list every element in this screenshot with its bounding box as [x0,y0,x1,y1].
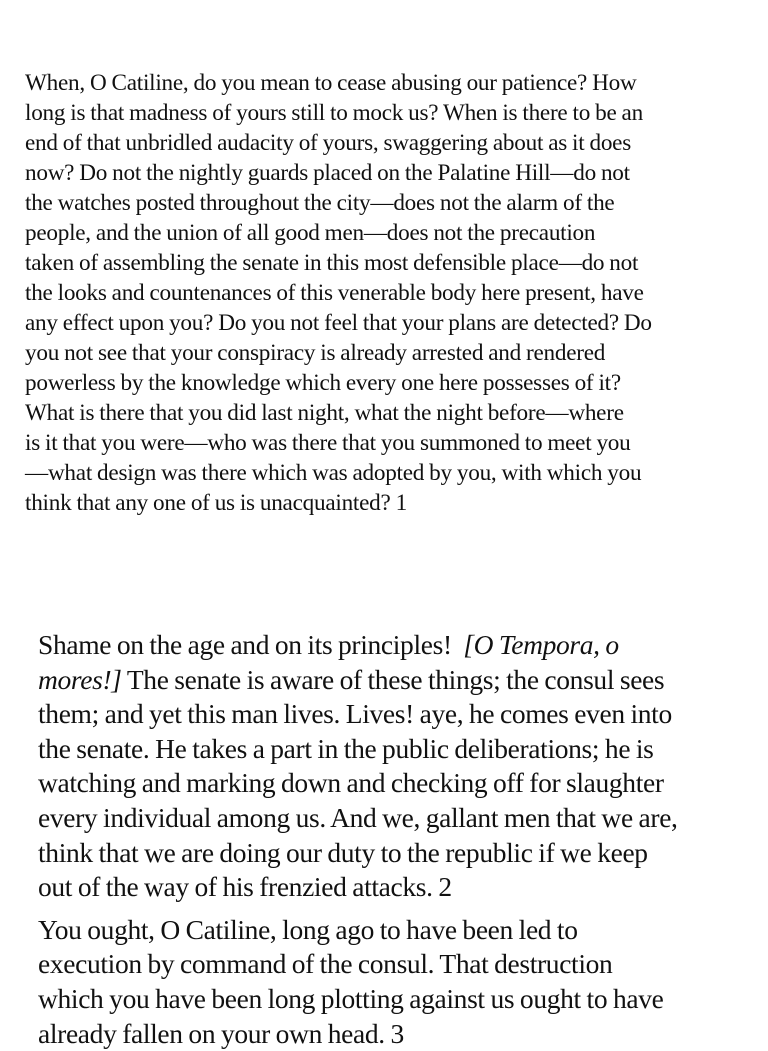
text-line [38,628,753,663]
text-line: You ought, O Catiline, long ago to have been led to [38,913,578,945]
text-line: now? Do not the nightly guards placed on the Palatine Hill—do not [25,160,630,186]
text-line: you not see that your conspiracy is already arrested and rendered [25,340,606,366]
text-line: watching and marking down and checking off for slaughter [38,767,664,799]
text-line: think that any one of us is unacquainted? 1 [25,490,407,516]
text-segment: Shame on the age and on its principles! [38,629,452,660]
paragraph [38,913,753,1051]
italic-aside: [O Tempora, o [463,629,619,660]
text-line: already fallen on your own head. 3 [38,1017,404,1049]
text-line: execution by command of the consul. That destruction [38,948,613,980]
text-line: think that we are doing our duty to the republic if we keep [38,836,648,868]
text-line: When, O Catiline, do you mean to cease abusing our patience? How [25,70,637,96]
text-line: the watches posted throughout the city—does not the alarm of the [25,190,615,216]
text-line: is it that you were—who was there that you summoned to meet you [25,430,631,456]
text-line: end of that unbridled audacity of yours, swaggering about as it does [25,130,631,156]
text-line: which you have been long plotting against us ought to have [38,982,664,1014]
text-line: people, and the union of all good men—does not the precaution [25,220,596,246]
text-line: out of the way of his frenzied attacks. 2 [38,871,452,903]
text-line: them; and yet this man lives. Lives! aye, he comes even into [38,698,672,730]
text-line: the looks and countenances of this venerable body here present, have [25,280,644,306]
passage-two [38,628,753,1051]
text-line: powerless by the knowledge which every one here possesses of it? [25,370,621,396]
text-line: every individual among us. And we, gallant men that we are, [38,801,678,833]
text-segment: The senate is aware of these things; the consul sees [126,663,665,695]
text-line: taken of assembling the senate in this most defensible place—do not [25,250,639,276]
text-line: any effect upon you? Do you not feel that your plans are detected? Do [25,310,652,336]
text-line: the senate. He takes a part in the public deliberations; he is [38,732,654,764]
passage-one [25,68,740,518]
paragraph [38,628,753,905]
text-line: What is there that you did last night, what the night before—where [25,400,624,426]
text-line: long is that madness of yours still to mock us? When is there to be an [25,100,643,126]
text-line: —what design was there which was adopted by you, with which you [25,460,642,486]
italic-aside: mores!] [38,663,122,695]
text-line [38,663,753,698]
